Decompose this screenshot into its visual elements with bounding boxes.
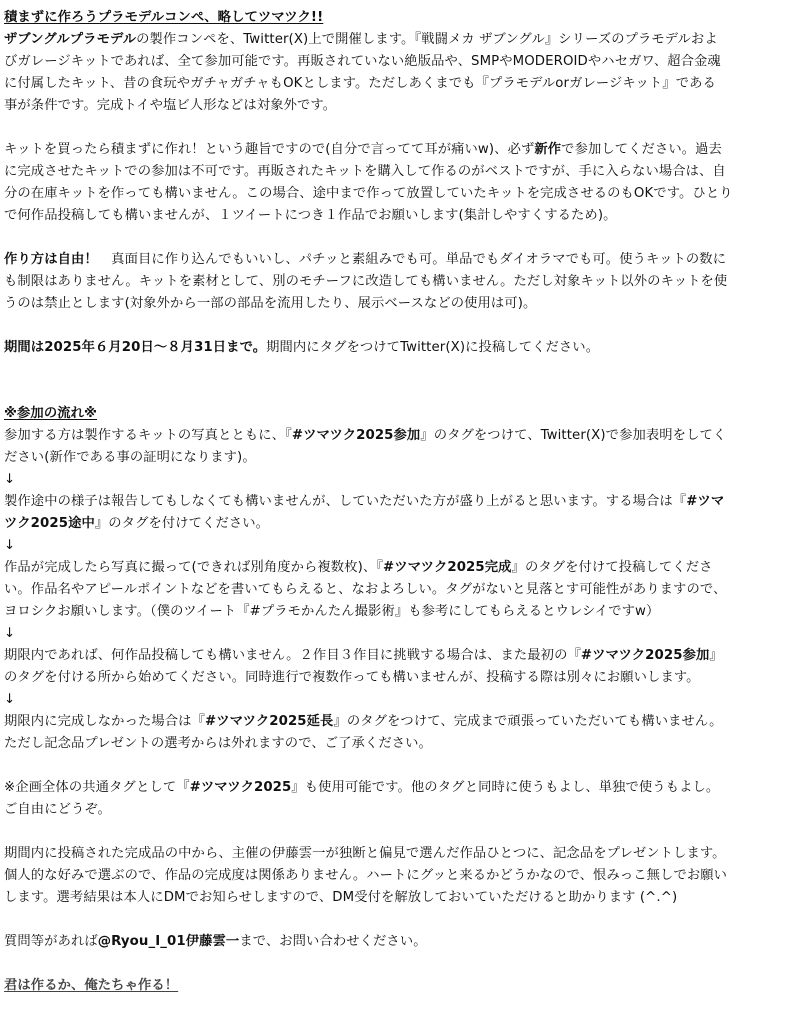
flow-step-3 [4, 557, 782, 623]
free-text: うのは禁止とします(対象外から一部の部品を流用したり、展示ベースなどの使用は可)。 [4, 296, 537, 311]
hashtag: #ツマツク2025完成 [383, 560, 512, 575]
flow-text: ださい(新作である事の証明になります)。 [4, 450, 256, 465]
prize-text: します。選考結果は本人にDMでお知らせしますので、DM受付を解放しておいていただけると助かります (^.^) [4, 890, 678, 905]
down-arrow-icon: ↓ [4, 538, 16, 553]
flow-text: 期限内であれば、何作品投稿しても構いません。２作目３作目に挑戦する場合は、また最初の『 [4, 648, 581, 663]
highlight-free-style: 作り方は自由！ [4, 252, 98, 267]
free-style-paragraph [4, 249, 782, 315]
rule-text: で何作品投稿しても構いませんが、１ツイートにつき１作品でお願いします(集計しやすくするため)。 [4, 208, 617, 223]
intro-paragraph [4, 29, 782, 117]
flow-text: 』のタグをつけて、Twitter(X)で参加表明をしてく [420, 428, 727, 443]
flow-text: 』のタグを付けてください。 [94, 516, 270, 531]
down-arrow-icon: ↓ [4, 472, 16, 487]
hashtag: ツク2025途中 [4, 516, 95, 531]
hashtag: #ツマツク2025参加 [580, 648, 710, 663]
contact-text: まで、お問い合わせください。 [239, 934, 427, 949]
flow-text: 参加する方は製作するキットの写真とともに、『 [4, 428, 292, 443]
down-arrow-icon: ↓ [4, 626, 16, 641]
common-text: ご自由にどうぞ。 [4, 802, 111, 817]
document-body [4, 7, 782, 997]
flow-heading: ※参加の流れ※ [4, 406, 98, 421]
hashtag: #ツマツク2025延長 [204, 714, 334, 729]
flow-text: 期限内に完成しなかった場合は『 [4, 714, 205, 729]
rule-text: 分の在庫キットを作っても構いません。この場合、途中まで作って放置していたキットを完成させるのもOKです。ひとり [4, 186, 733, 201]
contact-handle: @Ryou_I_01伊藤雲一 [97, 934, 240, 949]
flow-text: ただし記念品プレゼントの選考からは外れますので、ご了承ください。 [4, 736, 432, 751]
common-tag-paragraph [4, 777, 782, 821]
prize-text: 期間内に投稿された完成品の中から、主催の伊藤雲一が独断と偏見で選んだ作品ひとつに、記念品をプレゼントします。 [4, 846, 726, 861]
highlight-period: 期間は2025年６月20日〜８月31日まで。 [4, 340, 267, 355]
hashtag: #ツマツク2025 [189, 780, 292, 795]
rule-paragraph [4, 139, 782, 227]
flow-step-4 [4, 645, 782, 689]
contact-paragraph [4, 931, 782, 953]
highlight-new-work: 新作 [534, 142, 562, 157]
flow-text: ヨロシクお願いします。（僕のツイート『#プラモかんたん撮影術』も参考にしてもらえるとウレシイですw） [4, 604, 660, 619]
prize-paragraph [4, 843, 782, 909]
down-arrow-icon: ↓ [4, 692, 16, 707]
intro-text: びガレージキットであれば、全て参加可能です。再販されていない絶版品や、SMPやMODEROIDやハセガワ、超合金魂 [4, 54, 721, 69]
page-title: 積まずに作ろうプラモデルコンペ、略してツマツク!! [4, 10, 324, 25]
flow-text: 製作途中の様子は報告してもしなくても構いませんが、していただいた方が盛り上がると思います。する場合は『 [4, 494, 687, 509]
intro-text: の製作コンペを、Twitter(X)上で開催します。『戦闘メカ ザブングル』シリーズのプラモデルおよ [136, 32, 718, 47]
flow-step-2 [4, 491, 782, 535]
hashtag: #ツマ [686, 494, 725, 509]
intro-text: 事が条件です。完成トイや塩ビ人形などは対象外です。 [4, 98, 337, 113]
flow-text: 』のタグを付けて投稿してくださ [511, 560, 713, 575]
closing-slogan: 君は作るか、俺たちゃ作る！ [4, 978, 179, 993]
flow-step-5 [4, 711, 782, 755]
contact-text: 質問等があれば [4, 934, 98, 949]
period-paragraph [4, 337, 782, 359]
flow-text: 作品が完成したら写真に撮って(できれば別角度から複数枚)、『 [4, 560, 384, 575]
intro-text: に付属したキット、昔の食玩やガチャガチャもOKとします。ただしあくまでも『プラモデルorガレージキット』である [4, 76, 716, 91]
highlight-subject: ザブングルプラモデル [4, 32, 137, 47]
flow-text: 』のタグをつけて、完成まで頑張っていただいても構いません。 [333, 714, 723, 729]
rule-text: に完成させたキットでの参加は不可です。再販されたキットを購入して作るのがベストですが、手に入らない場合は、自 [4, 164, 726, 179]
rule-text: で参加してください。過去 [561, 142, 722, 157]
common-text: ※企画全体の共通タグとして『 [4, 780, 190, 795]
free-text: も制限はありません。キットを素材として、別のモチーフに改造しても構いません。ただし対象キット以外のキットを使 [4, 274, 728, 289]
common-text: 』も使用可能です。他のタグと同時に使うもよし、単独で使うもよし。 [291, 780, 720, 795]
prize-text: 個人的な好みで選ぶので、作品の完成度は関係ありません。ハートにグッと来るかどうかなので、恨みっこ無しでお願い [4, 868, 728, 883]
rule-text: キットを買ったら積まずに作れ！という趣旨ですので(自分で言ってて耳が痛いw)、必ず [4, 142, 535, 157]
flow-text: い。作品名やアピールポイントなどを書いてもらえると、なおよろしい。タグがないと見落とす可能性がありますので、 [4, 582, 727, 597]
flow-text: 』 [709, 648, 723, 663]
flow-step-1 [4, 425, 782, 469]
flow-text: のタグを付ける所から始めてください。同時進行で複数作っても構いませんが、投稿する際は別々にお願いします。 [4, 670, 700, 685]
free-text: 真面目に作り込んでもいいし、パチッと素組みでも可。単品でもダイオラマでも可。使うキットの数に [97, 252, 727, 267]
period-text: 期間内にタグをつけてTwitter(X)に投稿してください。 [266, 340, 600, 355]
hashtag: #ツマツク2025参加 [291, 428, 421, 443]
